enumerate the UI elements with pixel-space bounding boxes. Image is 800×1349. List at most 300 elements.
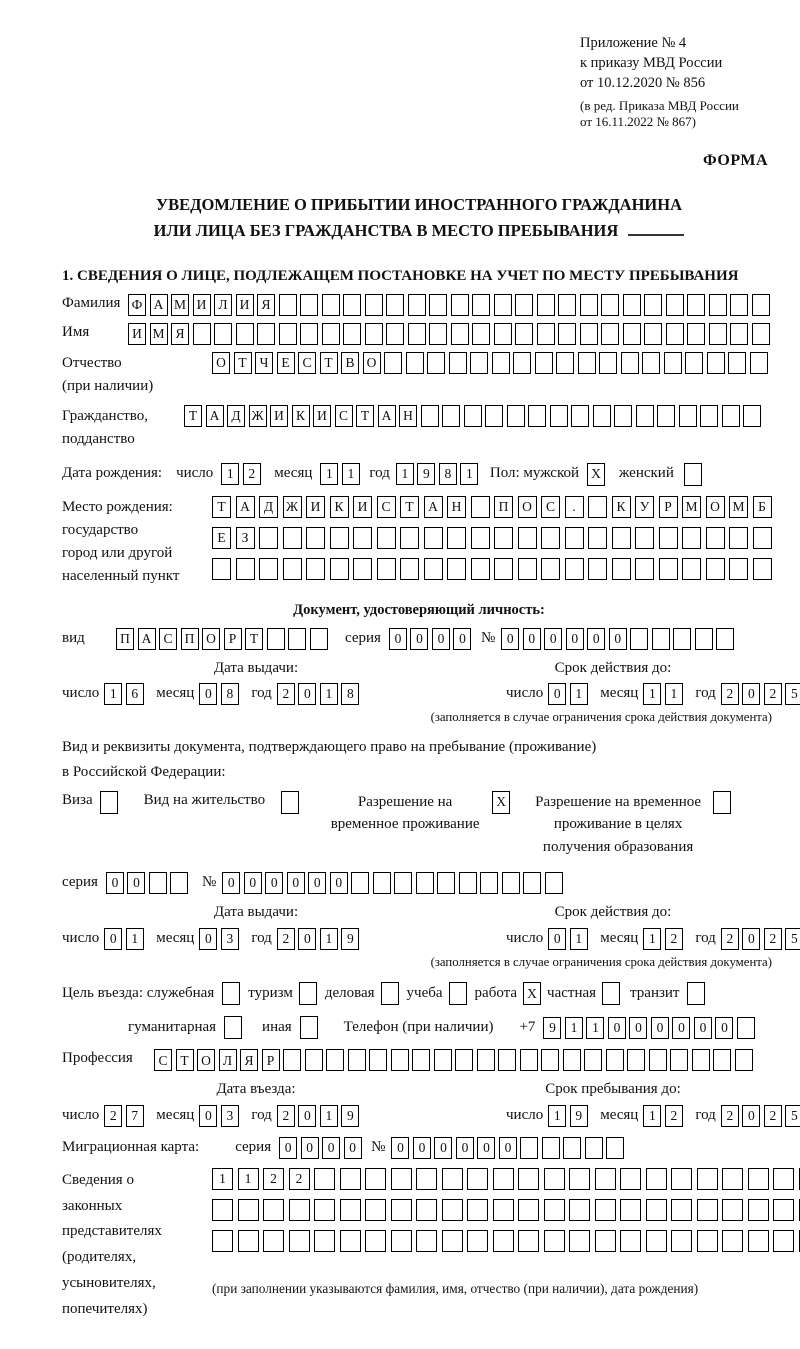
char-cell[interactable] (279, 294, 297, 316)
char-cell[interactable] (716, 628, 734, 650)
char-cell[interactable] (348, 1049, 366, 1071)
char-cell[interactable]: О (363, 352, 381, 374)
char-cell[interactable] (542, 1137, 560, 1159)
char-cell[interactable] (400, 558, 419, 580)
char-cell[interactable]: 0 (265, 872, 283, 894)
char-cell[interactable]: Т (400, 496, 419, 518)
sex-male-checkbox[interactable]: X (587, 463, 605, 486)
char-cell[interactable] (673, 628, 691, 650)
char-cell[interactable] (300, 294, 318, 316)
char-cell[interactable]: 1 (548, 1105, 566, 1127)
char-cell[interactable]: О (197, 1049, 215, 1071)
char-cell[interactable] (523, 872, 541, 894)
char-cell[interactable] (612, 527, 631, 549)
char-cell[interactable] (263, 1230, 284, 1252)
char-cell[interactable] (447, 558, 466, 580)
char-cell[interactable]: 5 (785, 1105, 800, 1127)
char-cell[interactable] (289, 1230, 310, 1252)
char-cell[interactable] (416, 1199, 437, 1221)
char-cell[interactable] (493, 1168, 514, 1190)
char-cell[interactable] (369, 1049, 387, 1071)
char-cell[interactable] (492, 352, 510, 374)
char-cell[interactable] (707, 352, 725, 374)
char-cell[interactable] (556, 352, 574, 374)
char-cell[interactable] (558, 294, 576, 316)
char-cell[interactable] (193, 323, 211, 345)
char-cell[interactable] (571, 405, 589, 427)
char-cell[interactable] (729, 527, 748, 549)
char-cell[interactable] (471, 558, 490, 580)
char-cell[interactable]: Е (277, 352, 295, 374)
char-cell[interactable] (451, 294, 469, 316)
char-cell[interactable] (687, 294, 705, 316)
char-cell[interactable] (748, 1230, 769, 1252)
char-cell[interactable] (537, 294, 555, 316)
char-cell[interactable]: И (353, 496, 372, 518)
char-cell[interactable]: 8 (221, 683, 239, 705)
char-cell[interactable] (518, 527, 537, 549)
char-cell[interactable] (408, 294, 426, 316)
char-cell[interactable] (535, 352, 553, 374)
char-cell[interactable]: П (116, 628, 134, 650)
char-cell[interactable]: 1 (320, 683, 338, 705)
purpose-transit-checkbox[interactable] (687, 982, 705, 1005)
char-cell[interactable]: 0 (453, 628, 471, 650)
char-cell[interactable] (580, 294, 598, 316)
char-cell[interactable] (580, 323, 598, 345)
char-cell[interactable]: 9 (570, 1105, 588, 1127)
char-cell[interactable]: 0 (287, 872, 305, 894)
char-cell[interactable] (671, 1168, 692, 1190)
char-cell[interactable] (635, 558, 654, 580)
char-cell[interactable] (494, 558, 513, 580)
char-cell[interactable] (236, 558, 255, 580)
char-cell[interactable] (365, 294, 383, 316)
char-cell[interactable]: 1 (570, 683, 588, 705)
char-cell[interactable] (729, 558, 748, 580)
char-cell[interactable] (649, 1049, 667, 1071)
char-cell[interactable] (485, 405, 503, 427)
char-cell[interactable] (550, 405, 568, 427)
char-cell[interactable]: А (424, 496, 443, 518)
char-cell[interactable] (565, 558, 584, 580)
char-cell[interactable]: 1 (586, 1017, 604, 1039)
char-cell[interactable]: 0 (587, 628, 605, 650)
char-cell[interactable] (652, 628, 670, 650)
char-cell[interactable] (646, 1199, 667, 1221)
char-cell[interactable]: 0 (742, 928, 760, 950)
char-cell[interactable]: Д (259, 496, 278, 518)
char-cell[interactable]: 5 (785, 683, 800, 705)
char-cell[interactable] (606, 1049, 624, 1071)
char-cell[interactable] (743, 405, 761, 427)
char-cell[interactable] (238, 1230, 259, 1252)
char-cell[interactable]: И (128, 323, 146, 345)
char-cell[interactable]: 0 (609, 628, 627, 650)
char-cell[interactable] (659, 558, 678, 580)
temp-residence-education-checkbox[interactable] (713, 791, 731, 814)
char-cell[interactable] (773, 1199, 794, 1221)
char-cell[interactable]: 0 (432, 628, 450, 650)
char-cell[interactable] (351, 872, 369, 894)
purpose-official-checkbox[interactable] (222, 982, 240, 1005)
char-cell[interactable] (620, 1230, 641, 1252)
char-cell[interactable]: С (154, 1049, 172, 1071)
char-cell[interactable] (697, 1199, 718, 1221)
char-cell[interactable] (427, 352, 445, 374)
char-cell[interactable] (752, 323, 770, 345)
char-cell[interactable] (322, 323, 340, 345)
char-cell[interactable]: 2 (277, 928, 295, 950)
char-cell[interactable]: 0 (301, 1137, 319, 1159)
char-cell[interactable]: 1 (643, 928, 661, 950)
char-cell[interactable]: 2 (764, 928, 782, 950)
char-cell[interactable] (412, 1049, 430, 1071)
char-cell[interactable]: . (565, 496, 584, 518)
char-cell[interactable] (502, 872, 520, 894)
char-cell[interactable] (752, 294, 770, 316)
char-cell[interactable]: 2 (665, 928, 683, 950)
char-cell[interactable] (238, 1199, 259, 1221)
char-cell[interactable] (424, 558, 443, 580)
char-cell[interactable] (267, 628, 285, 650)
char-cell[interactable]: Р (659, 496, 678, 518)
char-cell[interactable] (735, 1049, 753, 1071)
purpose-business-checkbox[interactable] (381, 982, 399, 1005)
char-cell[interactable] (365, 1168, 386, 1190)
char-cell[interactable] (623, 294, 641, 316)
char-cell[interactable]: 2 (721, 683, 739, 705)
char-cell[interactable] (612, 558, 631, 580)
char-cell[interactable] (306, 527, 325, 549)
char-cell[interactable] (584, 1049, 602, 1071)
char-cell[interactable]: 2 (665, 1105, 683, 1127)
char-cell[interactable] (558, 323, 576, 345)
char-cell[interactable] (353, 527, 372, 549)
char-cell[interactable]: 2 (277, 683, 295, 705)
char-cell[interactable] (585, 1137, 603, 1159)
char-cell[interactable] (679, 405, 697, 427)
char-cell[interactable] (601, 323, 619, 345)
char-cell[interactable] (537, 323, 555, 345)
char-cell[interactable] (416, 1230, 437, 1252)
char-cell[interactable] (621, 352, 639, 374)
char-cell[interactable]: 0 (694, 1017, 712, 1039)
char-cell[interactable]: 2 (277, 1105, 295, 1127)
char-cell[interactable]: Л (214, 294, 232, 316)
purpose-tourism-checkbox[interactable] (299, 982, 317, 1005)
char-cell[interactable]: 0 (544, 628, 562, 650)
char-cell[interactable]: К (612, 496, 631, 518)
char-cell[interactable] (623, 323, 641, 345)
char-cell[interactable]: 0 (477, 1137, 495, 1159)
char-cell[interactable] (449, 352, 467, 374)
char-cell[interactable]: И (193, 294, 211, 316)
char-cell[interactable]: 0 (523, 628, 541, 650)
char-cell[interactable] (595, 1230, 616, 1252)
char-cell[interactable]: 2 (289, 1168, 310, 1190)
char-cell[interactable] (408, 323, 426, 345)
char-cell[interactable] (451, 323, 469, 345)
char-cell[interactable] (709, 323, 727, 345)
char-cell[interactable]: 9 (543, 1017, 561, 1039)
char-cell[interactable] (149, 872, 167, 894)
char-cell[interactable] (340, 1199, 361, 1221)
char-cell[interactable] (365, 1199, 386, 1221)
char-cell[interactable] (520, 1137, 538, 1159)
char-cell[interactable] (635, 527, 654, 549)
char-cell[interactable]: 1 (643, 1105, 661, 1127)
char-cell[interactable]: С (377, 496, 396, 518)
char-cell[interactable] (646, 1168, 667, 1190)
char-cell[interactable] (692, 1049, 710, 1071)
char-cell[interactable] (569, 1199, 590, 1221)
char-cell[interactable]: 1 (396, 463, 414, 485)
char-cell[interactable] (424, 527, 443, 549)
char-cell[interactable]: 0 (410, 628, 428, 650)
char-cell[interactable] (563, 1137, 581, 1159)
char-cell[interactable]: 0 (608, 1017, 626, 1039)
char-cell[interactable]: Ф (128, 294, 146, 316)
char-cell[interactable] (671, 1199, 692, 1221)
char-cell[interactable]: 1 (643, 683, 661, 705)
char-cell[interactable] (601, 294, 619, 316)
char-cell[interactable] (467, 1230, 488, 1252)
char-cell[interactable] (236, 323, 254, 345)
char-cell[interactable] (437, 872, 455, 894)
char-cell[interactable]: И (270, 405, 288, 427)
char-cell[interactable] (214, 323, 232, 345)
char-cell[interactable]: И (306, 496, 325, 518)
char-cell[interactable]: Я (257, 294, 275, 316)
char-cell[interactable]: 1 (126, 928, 144, 950)
char-cell[interactable] (343, 323, 361, 345)
char-cell[interactable] (541, 1049, 559, 1071)
char-cell[interactable] (569, 1230, 590, 1252)
char-cell[interactable]: Е (212, 527, 231, 549)
char-cell[interactable] (657, 405, 675, 427)
char-cell[interactable]: 0 (548, 928, 566, 950)
char-cell[interactable] (283, 527, 302, 549)
char-cell[interactable]: 1 (320, 1105, 338, 1127)
char-cell[interactable] (493, 1199, 514, 1221)
char-cell[interactable] (322, 294, 340, 316)
char-cell[interactable]: Б (753, 496, 772, 518)
char-cell[interactable] (685, 352, 703, 374)
char-cell[interactable] (391, 1230, 412, 1252)
char-cell[interactable] (377, 558, 396, 580)
char-cell[interactable]: А (236, 496, 255, 518)
char-cell[interactable] (515, 323, 533, 345)
char-cell[interactable] (429, 294, 447, 316)
char-cell[interactable] (642, 352, 660, 374)
char-cell[interactable]: 0 (651, 1017, 669, 1039)
char-cell[interactable] (666, 323, 684, 345)
char-cell[interactable] (578, 352, 596, 374)
char-cell[interactable] (670, 1049, 688, 1071)
char-cell[interactable]: Т (184, 405, 202, 427)
char-cell[interactable] (377, 527, 396, 549)
char-cell[interactable] (314, 1230, 335, 1252)
char-cell[interactable]: 0 (672, 1017, 690, 1039)
char-cell[interactable]: Н (447, 496, 466, 518)
char-cell[interactable] (429, 323, 447, 345)
char-cell[interactable] (682, 558, 701, 580)
char-cell[interactable]: Ж (249, 405, 267, 427)
char-cell[interactable]: О (706, 496, 725, 518)
char-cell[interactable] (541, 558, 560, 580)
char-cell[interactable] (695, 628, 713, 650)
char-cell[interactable] (773, 1230, 794, 1252)
char-cell[interactable] (391, 1168, 412, 1190)
char-cell[interactable]: О (202, 628, 220, 650)
char-cell[interactable]: 1 (238, 1168, 259, 1190)
char-cell[interactable]: 2 (721, 1105, 739, 1127)
char-cell[interactable]: П (181, 628, 199, 650)
char-cell[interactable] (421, 405, 439, 427)
char-cell[interactable]: 0 (715, 1017, 733, 1039)
char-cell[interactable] (730, 323, 748, 345)
char-cell[interactable]: 1 (320, 928, 338, 950)
char-cell[interactable] (212, 1230, 233, 1252)
char-cell[interactable] (544, 1168, 565, 1190)
char-cell[interactable] (300, 323, 318, 345)
char-cell[interactable]: 1 (460, 463, 478, 485)
char-cell[interactable] (630, 628, 648, 650)
char-cell[interactable]: 1 (570, 928, 588, 950)
char-cell[interactable]: Т (356, 405, 374, 427)
char-cell[interactable]: 0 (298, 683, 316, 705)
char-cell[interactable] (434, 1049, 452, 1071)
char-cell[interactable]: 8 (341, 683, 359, 705)
char-cell[interactable] (391, 1049, 409, 1071)
char-cell[interactable]: К (330, 496, 349, 518)
char-cell[interactable]: 9 (341, 928, 359, 950)
char-cell[interactable] (750, 352, 768, 374)
char-cell[interactable] (340, 1230, 361, 1252)
char-cell[interactable]: Т (245, 628, 263, 650)
char-cell[interactable]: 9 (417, 463, 435, 485)
char-cell[interactable] (706, 527, 725, 549)
char-cell[interactable]: 0 (308, 872, 326, 894)
char-cell[interactable] (588, 527, 607, 549)
char-cell[interactable]: Р (262, 1049, 280, 1071)
char-cell[interactable] (384, 352, 402, 374)
char-cell[interactable]: 0 (322, 1137, 340, 1159)
char-cell[interactable]: 1 (342, 463, 360, 485)
char-cell[interactable] (541, 527, 560, 549)
char-cell[interactable] (563, 1049, 581, 1071)
char-cell[interactable] (259, 558, 278, 580)
char-cell[interactable]: 2 (764, 1105, 782, 1127)
char-cell[interactable] (753, 527, 772, 549)
char-cell[interactable] (212, 1199, 233, 1221)
char-cell[interactable] (386, 294, 404, 316)
char-cell[interactable] (394, 872, 412, 894)
char-cell[interactable] (467, 1168, 488, 1190)
char-cell[interactable]: С (541, 496, 560, 518)
char-cell[interactable] (518, 1199, 539, 1221)
char-cell[interactable] (713, 1049, 731, 1071)
char-cell[interactable] (283, 558, 302, 580)
char-cell[interactable]: Ж (283, 496, 302, 518)
char-cell[interactable]: С (335, 405, 353, 427)
char-cell[interactable] (544, 1230, 565, 1252)
char-cell[interactable] (636, 405, 654, 427)
char-cell[interactable] (728, 352, 746, 374)
char-cell[interactable] (257, 323, 275, 345)
char-cell[interactable]: 2 (263, 1168, 284, 1190)
char-cell[interactable] (391, 1199, 412, 1221)
char-cell[interactable] (513, 352, 531, 374)
char-cell[interactable] (365, 323, 383, 345)
char-cell[interactable] (666, 294, 684, 316)
char-cell[interactable] (659, 527, 678, 549)
char-cell[interactable] (646, 1230, 667, 1252)
char-cell[interactable]: 6 (126, 683, 144, 705)
char-cell[interactable] (518, 558, 537, 580)
char-cell[interactable] (593, 405, 611, 427)
char-cell[interactable] (472, 323, 490, 345)
char-cell[interactable]: 3 (221, 928, 239, 950)
char-cell[interactable]: 0 (222, 872, 240, 894)
char-cell[interactable] (353, 558, 372, 580)
char-cell[interactable]: 0 (298, 1105, 316, 1127)
char-cell[interactable]: С (298, 352, 316, 374)
char-cell[interactable] (730, 294, 748, 316)
char-cell[interactable] (722, 1230, 743, 1252)
char-cell[interactable] (373, 872, 391, 894)
char-cell[interactable]: 0 (127, 872, 145, 894)
char-cell[interactable] (314, 1168, 335, 1190)
char-cell[interactable] (520, 1049, 538, 1071)
char-cell[interactable] (722, 1168, 743, 1190)
char-cell[interactable] (737, 1017, 755, 1039)
char-cell[interactable]: Т (212, 496, 231, 518)
char-cell[interactable] (700, 405, 718, 427)
char-cell[interactable] (697, 1168, 718, 1190)
char-cell[interactable]: Ч (255, 352, 273, 374)
char-cell[interactable]: 2 (104, 1105, 122, 1127)
char-cell[interactable] (753, 558, 772, 580)
char-cell[interactable] (259, 527, 278, 549)
char-cell[interactable] (518, 1168, 539, 1190)
char-cell[interactable]: А (378, 405, 396, 427)
char-cell[interactable]: 0 (566, 628, 584, 650)
char-cell[interactable] (595, 1199, 616, 1221)
char-cell[interactable] (494, 294, 512, 316)
char-cell[interactable] (620, 1168, 641, 1190)
char-cell[interactable]: 0 (413, 1137, 431, 1159)
char-cell[interactable] (263, 1199, 284, 1221)
char-cell[interactable] (722, 405, 740, 427)
char-cell[interactable] (682, 527, 701, 549)
char-cell[interactable]: Р (224, 628, 242, 650)
char-cell[interactable] (515, 294, 533, 316)
char-cell[interactable]: 0 (104, 928, 122, 950)
char-cell[interactable] (671, 1230, 692, 1252)
char-cell[interactable] (507, 405, 525, 427)
char-cell[interactable] (326, 1049, 344, 1071)
char-cell[interactable] (406, 352, 424, 374)
char-cell[interactable]: М (682, 496, 701, 518)
char-cell[interactable] (472, 294, 490, 316)
char-cell[interactable] (687, 323, 705, 345)
char-cell[interactable] (494, 323, 512, 345)
char-cell[interactable]: П (494, 496, 513, 518)
char-cell[interactable]: А (150, 294, 168, 316)
purpose-work-checkbox[interactable]: X (523, 982, 541, 1005)
